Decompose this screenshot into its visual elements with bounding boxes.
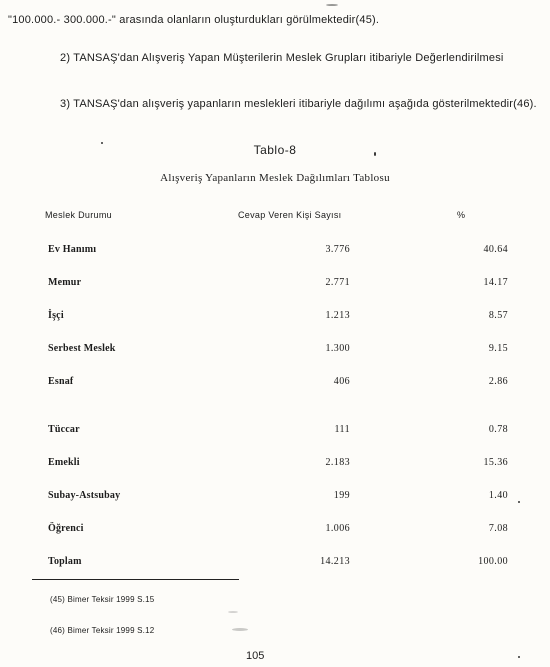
header-percent: %: [457, 210, 466, 220]
cell-percent: 15.36: [483, 457, 508, 468]
cell-occupation: Subay-Astsubay: [48, 490, 121, 501]
cell-occupation: Esnaf: [48, 376, 74, 387]
cell-occupation: İşçi: [48, 310, 64, 321]
cell-occupation: Emekli: [48, 457, 80, 468]
cell-percent: 14.17: [483, 277, 508, 288]
cell-percent: 0.78: [488, 424, 508, 435]
cell-count: 406: [333, 376, 350, 387]
cell-occupation: Öğrenci: [48, 523, 84, 534]
table-row: [0, 244, 550, 260]
cell-occupation: Tüccar: [48, 424, 80, 435]
cell-count: 111: [334, 424, 350, 435]
table-row: [0, 457, 550, 473]
cell-count: 199: [333, 490, 350, 501]
scan-speck: [228, 611, 238, 613]
table-row: [0, 310, 550, 326]
header-occupation: Meslek Durumu: [45, 210, 112, 220]
table-row: [0, 523, 550, 539]
table-title: Tablo-8: [253, 143, 297, 157]
cell-occupation: Memur: [48, 277, 82, 288]
footnote-45: (45) Bimer Teksir 1999 S.15: [50, 595, 155, 604]
paragraph-section-3: 3) TANSAŞ'dan alışveriş yapanların meslekleri itibariyle dağılımı aşağıda gösterilmektedir(46).: [60, 98, 537, 110]
paragraph-income-range: "100.000.- 300.000.-" arasında olanların oluşturdukları görülmektedir(45).: [8, 14, 380, 26]
cell-percent: 100.00: [478, 556, 508, 567]
scan-speck: [374, 152, 376, 156]
cell-occupation: Toplam: [48, 556, 82, 567]
scan-speck: [232, 628, 248, 631]
footnote-divider: [32, 579, 239, 580]
cell-occupation: Serbest Meslek: [48, 343, 116, 354]
table-row-total: [0, 556, 550, 572]
cell-percent: 40.64: [483, 244, 508, 255]
table-subtitle: Alışveriş Yapanların Meslek Dağılımları Tablosu: [160, 172, 390, 184]
cell-count: 2.771: [325, 277, 350, 288]
cell-count: 2.183: [325, 457, 350, 468]
footnote-46: (46) Bimer Teksir 1999 S.12: [50, 626, 155, 635]
table-row: [0, 343, 550, 359]
page-number: 105: [246, 650, 265, 662]
cell-percent: 7.08: [488, 523, 508, 534]
scan-speck: [518, 656, 520, 658]
cell-percent: 8.57: [488, 310, 508, 321]
cell-percent: 2.86: [488, 376, 508, 387]
table-row: [0, 277, 550, 293]
scan-speck: [326, 4, 338, 6]
scan-speck: [101, 142, 103, 144]
paragraph-section-2: 2) TANSAŞ'dan Alışveriş Yapan Müşterilerin Meslek Grupları itibariyle Değerlendirilmesi: [60, 52, 504, 64]
scan-speck: [518, 501, 520, 503]
table-row: [0, 376, 550, 392]
cell-count: 1.006: [325, 523, 350, 534]
cell-count: 3.776: [325, 244, 350, 255]
cell-occupation: Ev Hanımı: [48, 244, 97, 255]
cell-count: 14.213: [320, 556, 350, 567]
table-row: [0, 424, 550, 440]
header-respondent-count: Cevap Veren Kişi Sayısı: [238, 210, 342, 220]
cell-percent: 1.40: [488, 490, 508, 501]
cell-percent: 9.15: [488, 343, 508, 354]
cell-count: 1.213: [325, 310, 350, 321]
table-row: [0, 490, 550, 506]
cell-count: 1.300: [325, 343, 350, 354]
